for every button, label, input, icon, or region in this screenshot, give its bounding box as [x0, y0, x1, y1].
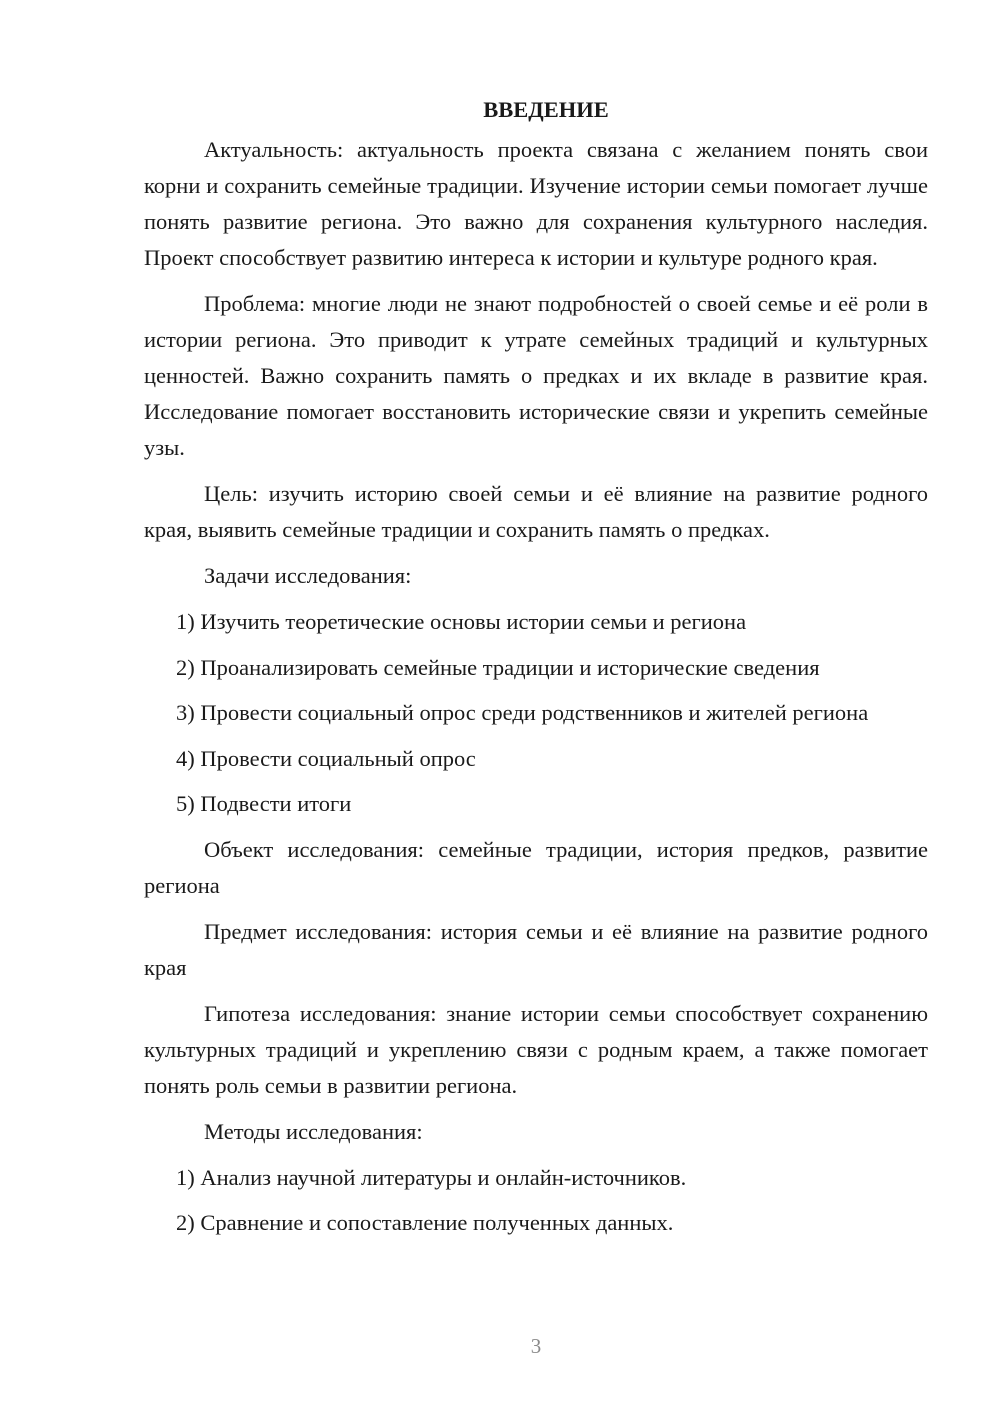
method-item-1: 1) Анализ научной литературы и онлайн-источников. — [176, 1164, 687, 1190]
task-item-4: 4) Провести социальный опрос — [176, 745, 476, 771]
methods-title: Методы исследования: — [204, 1118, 423, 1144]
page-number: 3 — [530, 1334, 542, 1358]
task-item-1: 1) Изучить теоретические основы истории семьи и региона — [176, 609, 747, 634]
task-item-2: 2) Проанализировать семейные традиции и исторические сведения — [176, 654, 820, 680]
hypothesis-paragraph: Гипотеза исследования: знание истории семьи способствует сохранению культурных традиций и укреплению связи с родным краем, а также помогает понять роль семьи в развитии региона. — [144, 1000, 928, 1098]
problem-paragraph: Проблема: многие люди не знают подробностей о своей семье и её роли в истории региона. Это приводит к утрате семейных традиций и культурных ценностей. Важно сохранить память о предках и их вкладе в развитие края. Исследование помогает восстановить исторические связи и укрепить семейные узы. — [144, 291, 928, 460]
tasks-title: Задачи исследования: — [204, 563, 412, 588]
page-title: ВВЕДЕНИЕ — [483, 97, 609, 122]
document-body — [144, 92, 928, 1251]
object-paragraph: Объект исследования: семейные традиции, история предков, развитие региона — [144, 836, 928, 898]
subject-paragraph: Предмет исследования: история семьи и её влияние на развитие родного края — [144, 918, 928, 980]
relevance-paragraph: Актуальность: актуальность проекта связана с желанием понять свои корни и сохранить семейные традиции. Изучение истории семьи помогает лучше понять развитие региона. Это важно для сохранения культурного наследия. Проект способствует развитию интереса к истории и культуре родного края. — [144, 137, 928, 270]
method-item-2: 2) Сравнение и сопоставление полученных данных. — [176, 1210, 674, 1235]
task-item-3: 3) Провести социальный опрос среди родственников и жителей региона — [176, 700, 869, 725]
goal-paragraph: Цель: изучить историю своей семьи и её влияние на развитие родного края, выявить семейные традиции и сохранить память о предках. — [144, 481, 928, 542]
task-item-5: 5) Подвести итоги — [176, 791, 352, 816]
